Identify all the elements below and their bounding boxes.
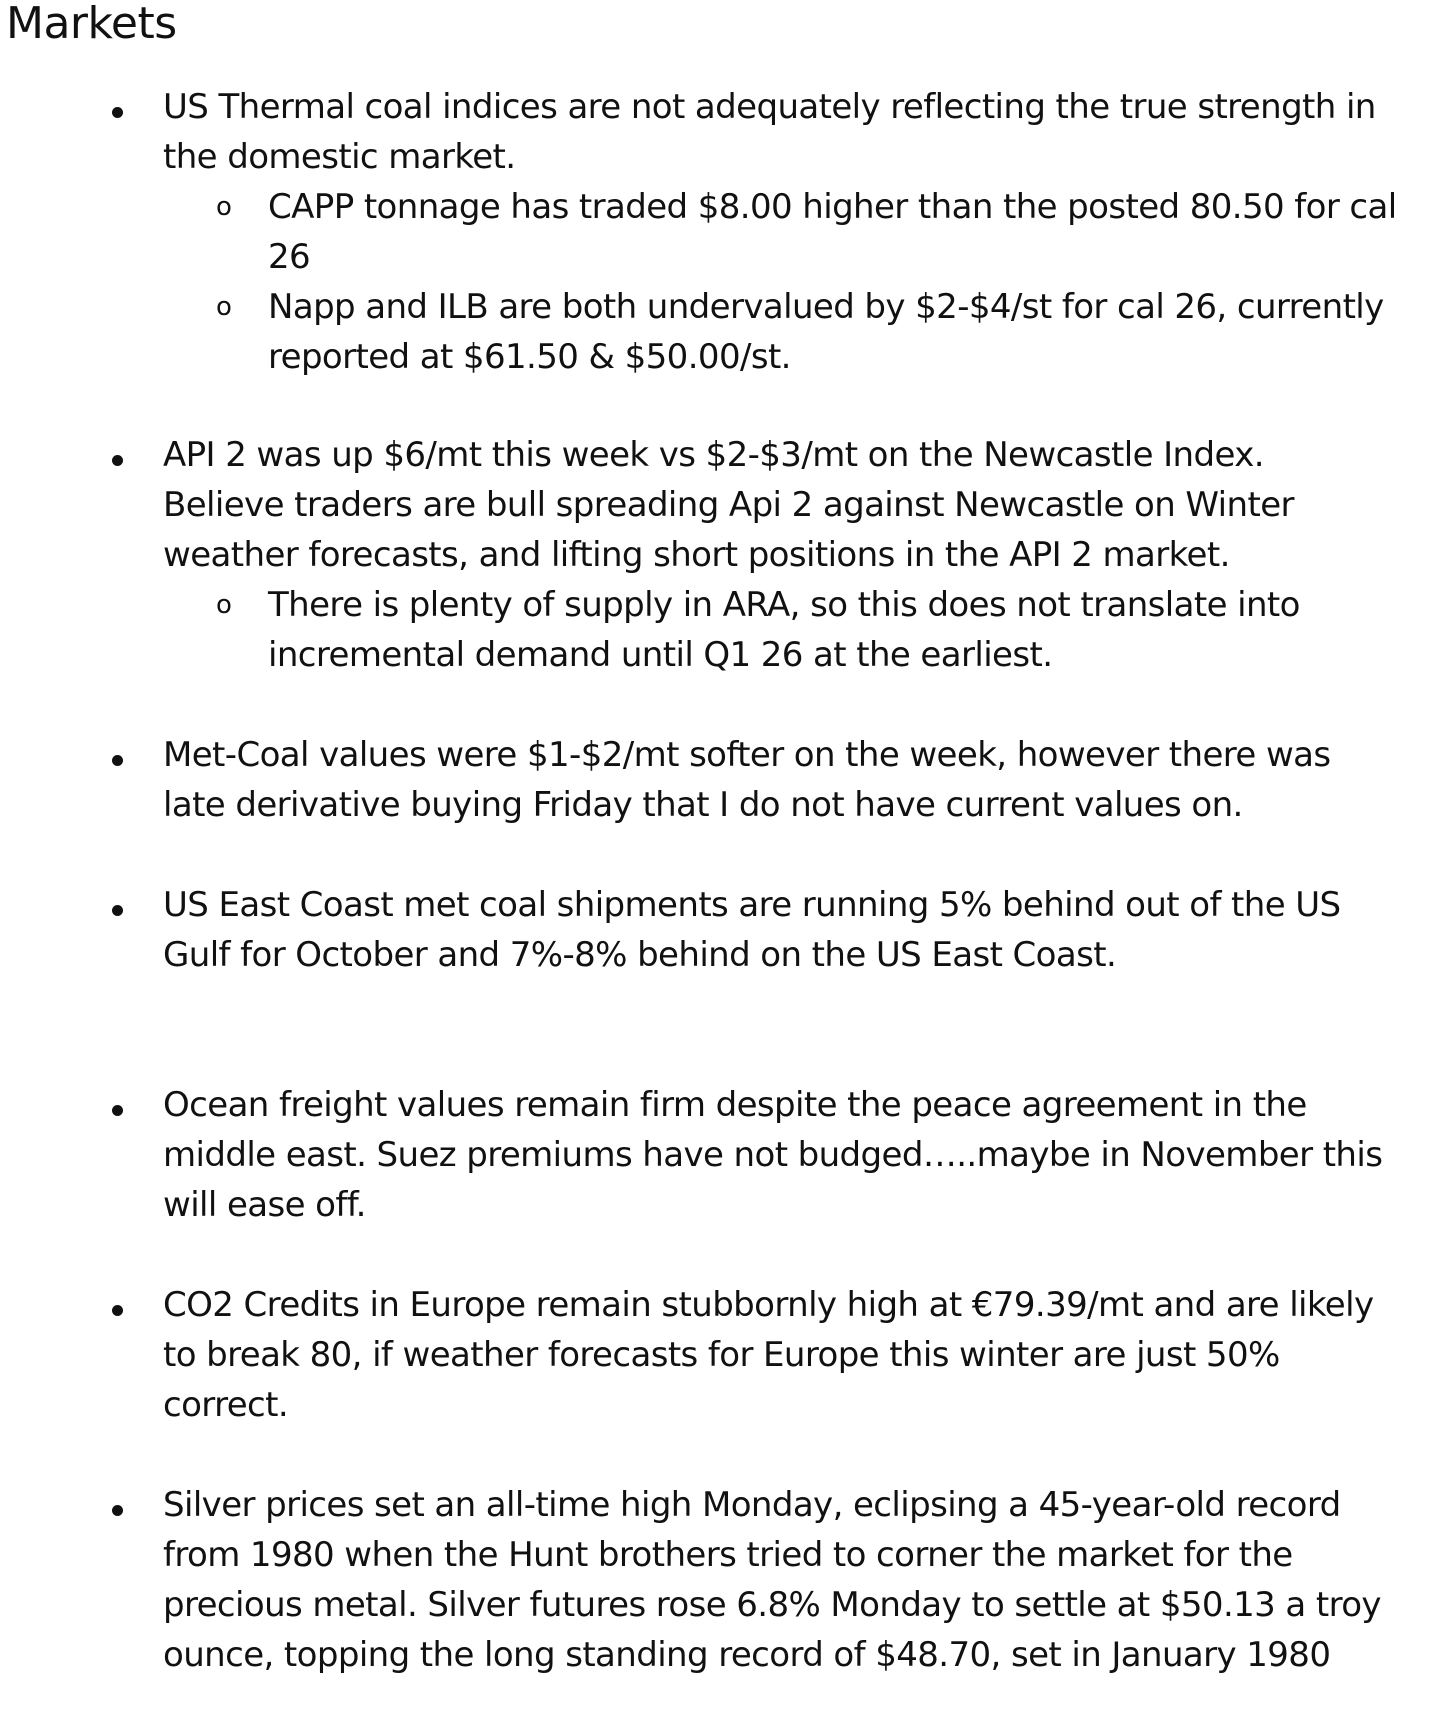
bullet-text: US East Coast met coal shipments are running 5% behind out of the US Gulf for October and 7%-8% behind on the US East Coast. bbox=[163, 885, 1341, 975]
bullet-dot-icon bbox=[112, 107, 123, 118]
sub-bullet-text: There is plenty of supply in ARA, so this does not translate into incremental demand until Q1 26 at the earliest. bbox=[268, 585, 1300, 675]
bullet-dot-icon bbox=[112, 1305, 123, 1316]
page-title: Markets bbox=[6, 0, 177, 49]
bullet-dot-icon bbox=[112, 1505, 123, 1516]
bullet-text: API 2 was up $6/mt this week vs $2-$3/mt on the Newcastle Index. Believe traders are bull spreading Api 2 against Newcastle on Winter weather forecasts, and lifting short positions in the API 2 market. bbox=[163, 435, 1294, 575]
bullet-text: Ocean freight values remain firm despite the peace agreement in the middle east. Suez premiums have not budged…..maybe in November this will ease off. bbox=[163, 1085, 1383, 1225]
bullet-text: US Thermal coal indices are not adequately reflecting the true strength in the domestic market. bbox=[163, 87, 1376, 177]
bullet-dot-icon bbox=[112, 455, 123, 466]
bullet-text: Silver prices set an all-time high Monday, eclipsing a 45-year-old record from 1980 when the Hunt brothers tried to corner the market for the precious metal. Silver futures rose 6.8% Monday to settle at $50.13 a troy ounce, topping the long standing record of $48.70, set in January 1980 bbox=[163, 1485, 1381, 1675]
sub-bullet-text: Napp and ILB are both undervalued by $2-$4/st for cal 26, currently reported at $61.50 & $50.00/st. bbox=[268, 287, 1384, 377]
sub-bullet-text: CAPP tonnage has traded $8.00 higher than the posted 80.50 for cal 26 bbox=[268, 187, 1397, 277]
bullet-dot-icon bbox=[112, 905, 123, 916]
sub-bullet-marker: o bbox=[216, 590, 232, 620]
sub-bullet-marker: o bbox=[216, 292, 232, 322]
bullet-text: Met-Coal values were $1-$2/mt softer on the week, however there was late derivative buying Friday that I do not have current values on. bbox=[163, 735, 1331, 825]
bullet-dot-icon bbox=[112, 1105, 123, 1116]
bullet-dot-icon bbox=[112, 755, 123, 766]
bullet-text: CO2 Credits in Europe remain stubbornly high at €79.39/mt and are likely to break 80, if weather forecasts for Europe this winter are just 50% correct. bbox=[163, 1285, 1374, 1425]
sub-bullet-marker: o bbox=[216, 192, 232, 222]
